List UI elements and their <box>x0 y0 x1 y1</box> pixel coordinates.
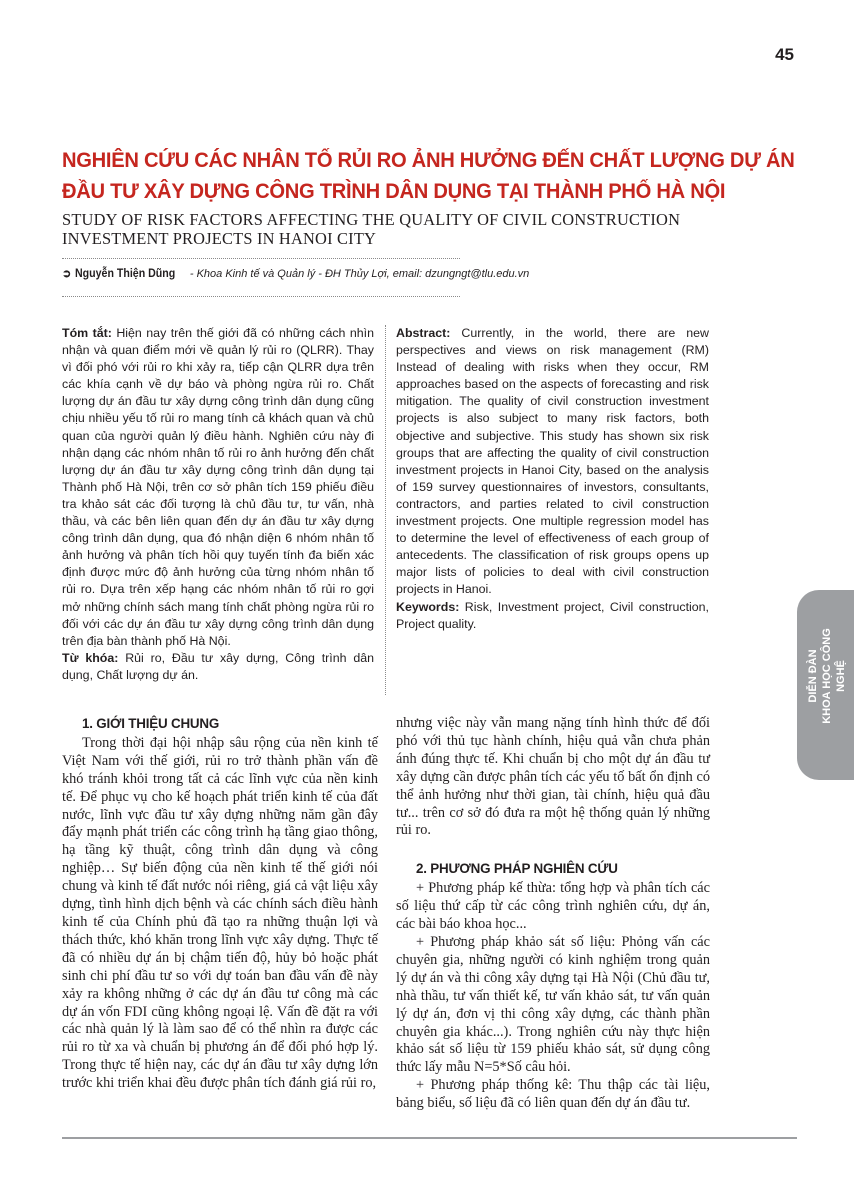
divider-bottom <box>62 296 460 297</box>
side-tab-line-1: DIỄN ĐÀN <box>807 649 819 703</box>
divider-top <box>62 258 460 259</box>
body-column-right <box>396 715 710 1113</box>
page-number: 45 <box>775 45 794 64</box>
keywords-vi-label: Từ khóa: <box>62 650 119 665</box>
keywords-vi-text: Rủi ro, Đầu tư xây dựng, Công trình dân dụng, Chất lượng dự án. <box>62 650 374 682</box>
author-affiliation: - Khoa Kinh tế và Quản lý - ĐH Thủy Lợi, email: dzungngt@tlu.edu.vn <box>186 268 530 280</box>
article-title-block <box>62 145 802 248</box>
abstract-en-text: Currently, in the world, there are new perspectives and views on risk management (RM) Instead of dealing with risks when they occur, RM approaches based on the aspects of forecasting and risk mitigation. The quality of civil construction investment projects is also subject to many risk factors, both objective and subjective. This study has shown six risk groups that are affecting the quality of civil construction investment projects in Hanoi City, based on the analysis of 159 survey questionnaires of investors, consultants, contractors, and parties related to civil construction investment projects. One multiple regression model has to determine the level of effectiveness of each group of antecedents. The classification of risk groups opens up major lists of policies to deal with civil construction projects in Hanoi. <box>396 326 709 597</box>
abstract-en-label: Abstract: <box>396 326 451 340</box>
title-en <box>62 210 802 248</box>
section2-paragraph-2: + Phương pháp khảo sát số liệu: Phỏng vấn các chuyên gia, những người có kinh nghiệm trong quản lý dự án và thi công xây dựng tại Hà Nội (Chủ đầu tư, nhà thầu, tư vấn thiết kế, tư vấn khảo sát, tư vấn quản lý dự án, đơn vị thi công xây dựng, các thành phần chuyên gia khác...). Trong nghiên cứu này thực hiện khảo sát số liệu từ 159 phiếu khảo sát, sử dụng công thức lấy mẫu N=5*Số câu hỏi. <box>396 933 710 1076</box>
title-vi-line-1: NGHIÊN CỨU CÁC NHÂN TỐ RỦI RO ẢNH HƯỞNG ĐẾN CHẤT LƯỢNG DỰ ÁN <box>62 149 795 172</box>
title-en-line-2: INVESTMENT PROJECTS IN HANOI CITY <box>62 229 377 248</box>
title-en-line-1: STUDY OF RISK FACTORS AFFECTING THE QUALITY OF CIVIL CONSTRUCTION <box>62 210 681 229</box>
abstract-en <box>396 325 709 633</box>
abstract-vi <box>62 325 374 684</box>
arrow-icon: ➲ <box>62 268 72 280</box>
section1-paragraph: Trong thời đại hội nhập sâu rộng của nền kinh tế Việt Nam với thế giới, rủi ro trở thành phần vấn đề khó tránh khỏi trong tất cả các lĩnh vực của nền kinh tế. Để phục vụ cho kế hoạch phát triển kinh tế của đất nước, lĩnh vực đầu tư xây dựng những năm gần đây đẩy mạnh phát triển các công trình hạ tầng giao thông, hạ tầng kỹ thuật, công trình dân dụng và công nghiệp… Sự biến động của nền kinh tế thế giới nói chung và kinh tế đất nước nói riêng, giá cả vật liệu xây dựng, tình hình dịch bệnh và các chính sách điều hành kinh tế của Chính phủ đã tạo ra những thuận lợi và thách thức, khó khăn trong lĩnh vực xây dựng. Thực tế đã có nhiều dự án bị chậm tiến độ, hủy bỏ hoặc phát sinh chi phí đầu tư so với dự toán ban đầu vấn đề này xảy ra không những ở các dự án đầu tư công mà các dự án vốn FDI cũng không ngoại lệ. Vấn đề đặt ra với các nhà quản lý là làm sao để có thể nhìn ra được các rủi ro từ xa và chuẩn bị phương án để đối phó hợp lý. Trong thực tế hiện nay, các dự án đầu tư xây dựng lớn trước khi triển khai đều được phân tích đánh giá rủi ro, <box>62 734 378 1092</box>
abstract-vi-text: Hiện nay trên thế giới đã có những cách nhìn nhận và quan điểm mới về quản lý rủi ro (QLRR). Thay vì đối phó với rủi ro khi xảy ra, tiếp cận QLRR dựa trên các khía cạnh về dự báo và phòng ngừa rủi ro. Chất lượng dự án đầu tư xây dựng công trình dân dụng cũng chịu nhiều yếu tố rủi ro mang tính cả khách quan và chủ quan của người quản lý điều hành. Nghiên cứu này đi nhận dạng các nhóm nhân tố rủi ro ảnh hưởng đến chất lượng dự án đầu tư xây dựng công trình dân dụng tại Thành phố Hà Nội, trên cơ sở phân tích 159 phiếu điều tra khảo sát các đối tượng là chủ đầu tư, tư vấn, nhà thầu, và các bên liên quan đến dự án đầu tư xây dựng công trình dân dụng, qua đó nhận diện 6 nhóm nhân tố ảnh hưởng và phân tích hồi quy tuyến tính đa biến xác định được mức độ ảnh hưởng của từng nhóm nhân tố rủi ro. Dựa trên xếp hạng các nhóm nhân tố rủi ro gợi mở những chính sách mang tính chất phòng ngừa rủi ro đối với các dự án đầu tư xây dựng công trình dân dụng trên địa bàn thành phố Hà Nội. <box>62 326 375 648</box>
section2-paragraph-1: + Phương pháp kế thừa: tổng hợp và phân tích các số liệu thứ cấp từ các công trình nghiên cứu, dự án, các bài báo khoa học... <box>396 880 710 933</box>
side-tab-line-2: KHOA HỌC CÔNG NGHỆ <box>821 628 847 724</box>
body-column-left <box>62 715 378 1093</box>
section2-heading: 2. PHƯƠNG PHÁP NGHIÊN CỨU <box>416 861 618 877</box>
keywords-en-label: Keywords: <box>396 599 460 614</box>
author-line <box>62 266 529 280</box>
title-vi-line-2: ĐẦU TƯ XÂY DỰNG CÔNG TRÌNH DÂN DỤNG TẠI THÀNH PHỐ HÀ NỘI <box>62 180 726 203</box>
keywords-en-text: Risk, Investment project, Civil construction, Project quality. <box>396 599 709 631</box>
section1-heading: 1. GIỚI THIỆU CHUNG <box>82 716 220 731</box>
section1-paragraph-continued: nhưng việc này vẫn mang nặng tính hình thức để đối phó với thủ tục hành chính, hiệu quả vẫn chưa phản ánh đúng thực tế. Khi chuẩn bị cho một dự án đầu tư xây dựng cần được phân tích các yếu tố bất ổn định có thể ảnh hưởng như thời gian, tài chính, hiệu quả đầu tư... trên cơ sở đó đưa ra một hệ thống quản lý những rủi ro. <box>396 715 710 839</box>
footer-rule <box>62 1137 797 1139</box>
abstract-column-divider <box>385 325 386 695</box>
side-tab-label <box>806 616 848 736</box>
abstract-vi-label: Tóm tắt: <box>62 326 112 340</box>
author-name: Nguyễn Thiện Dũng <box>75 266 176 280</box>
section2-paragraph-3: + Phương pháp thống kê: Thu thập các tài liệu, bảng biểu, số liệu đã có liên quan đến dự án đầu tư. <box>396 1077 710 1112</box>
